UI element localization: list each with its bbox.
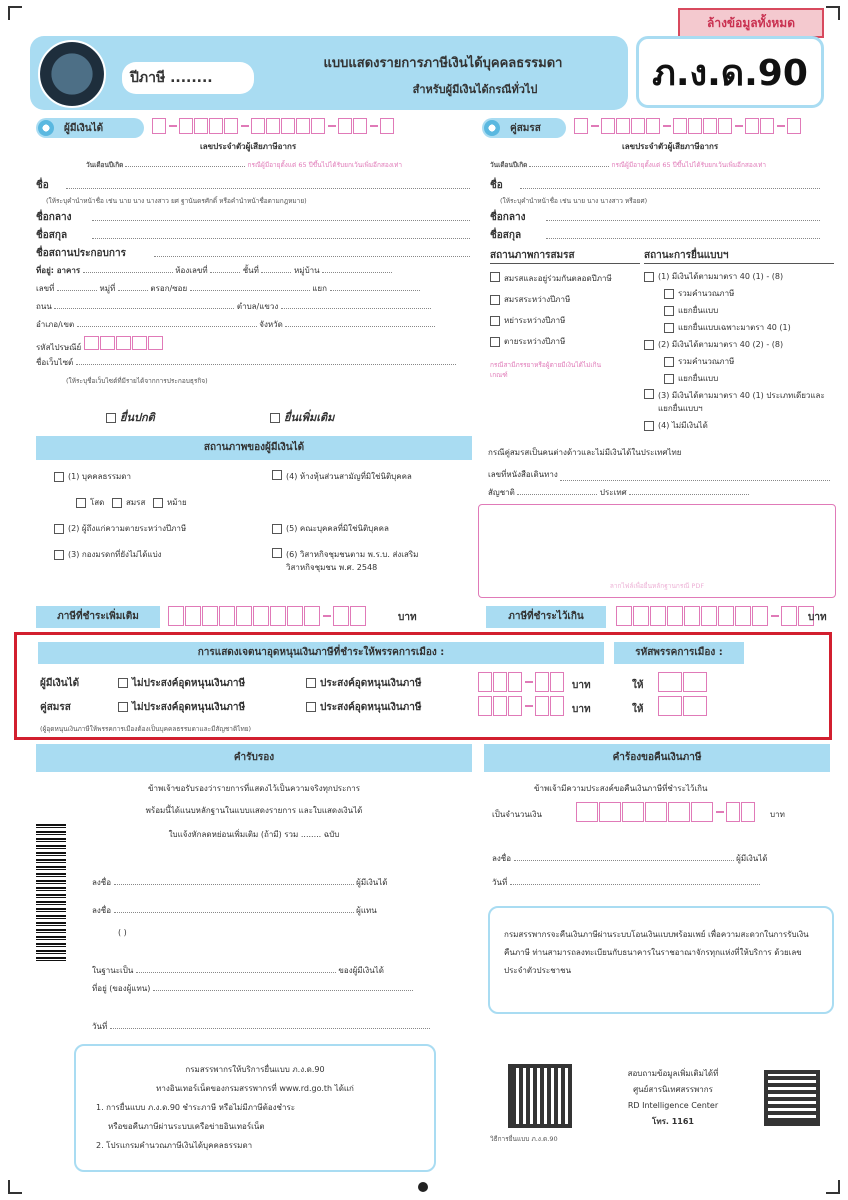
filing-option[interactable]: (1) มีเงินได้ตามมาตรา 40 (1) - (8) xyxy=(644,270,834,283)
filing-option[interactable]: แยกยื่นแบบ xyxy=(644,372,834,385)
moo-label: หมู่ที่ xyxy=(99,284,116,293)
spouse-name-label: ชื่อ xyxy=(490,180,503,191)
business-label: ชื่อสถานประกอบการ xyxy=(36,248,126,259)
spouse-middle-name-input[interactable] xyxy=(546,220,820,221)
province-label: จังหวัด xyxy=(259,320,283,329)
donation-spouse-yes[interactable]: ประสงค์อุดหนุนเงินภาษี xyxy=(306,700,421,715)
cert-sign2-label: ลงชื่อ xyxy=(92,906,112,915)
corner-mark xyxy=(8,1180,22,1194)
cert-agent-address-input[interactable] xyxy=(153,990,413,991)
name-label: ชื่อ xyxy=(36,180,49,191)
form-subtitle: สำหรับผู้มีเงินได้กรณีทั่วไป xyxy=(412,83,538,96)
spouse-surname-input[interactable] xyxy=(546,238,820,239)
birthdate-label: วันเดือนปีเกิด xyxy=(86,161,124,169)
attachment-note: ลากไฟล์เพื่อยื่นหลักฐานกรณี PDF xyxy=(609,582,705,590)
website-note: (ให้ระบุชื่อเว็บไซต์ที่มีรายได้จากการประกอบธุรกิจ) xyxy=(66,377,208,385)
status-sub-single[interactable]: โสด xyxy=(76,498,104,507)
status-option-5[interactable]: (5) คณะบุคคลที่มิใช่นิติบุคคล xyxy=(272,522,389,535)
donation-note: (ผู้อุดหนุนเงินภาษีให้พรรคการเมืองต้องเป็นบุคคลธรรมดาและมีสัญชาติไทย) xyxy=(40,725,252,733)
refund-taxpayer-label: ผู้มีเงินได้ xyxy=(736,854,768,863)
filing-option[interactable]: รวมคำนวณภาษี xyxy=(644,355,834,368)
village-label: หมู่บ้าน xyxy=(294,266,320,275)
birthdate-note: กรณีผู้มีอายุตั้งแต่ 65 ปีขึ้นไปได้รับยกเว้นเพิ่มอีกสองเท่า xyxy=(247,161,403,169)
additional-filing-checkbox[interactable] xyxy=(270,413,280,423)
donation-taxpayer-amount[interactable] xyxy=(478,672,565,692)
contact-line2: ศูนย์สารนิเทศสรรพากร xyxy=(633,1085,713,1094)
refund-sign-input[interactable] xyxy=(514,860,734,861)
additional-filing-option[interactable]: ยื่นเพิ่มเติม xyxy=(270,408,334,426)
bullet-icon xyxy=(38,120,54,136)
subdistrict-label: ตำบล/แขวง xyxy=(236,302,279,311)
cert-of-taxpayer-label: ของผู้มีเงินได้ xyxy=(338,966,384,975)
donation-taxpayer-no[interactable]: ไม่ประสงค์อุดหนุนเงินภาษี xyxy=(118,676,245,691)
status-option-3[interactable]: (3) กองมรดกที่ยังไม่ได้แบ่ง xyxy=(54,548,162,561)
e-filing-item2: 2. โปรแกรมคำนวณภาษีเงินได้บุคคลธรรมดา xyxy=(96,1141,253,1150)
marital-note: กรณีสามีภรรยาหรือผู้ตายมีเงินได้ไม่เกินเกณฑ์ xyxy=(490,361,602,379)
refund-amount-input[interactable] xyxy=(576,802,756,822)
header-banner xyxy=(30,36,628,110)
qr-code-icon[interactable] xyxy=(508,1064,572,1128)
filing-option[interactable]: (2) มีเงินได้ตามมาตรา 40 (2) - (8) xyxy=(644,338,834,351)
cert-capacity-label: ในฐานะเป็น xyxy=(92,966,134,975)
marital-option[interactable]: ตายระหว่างปีภาษี xyxy=(490,335,640,348)
status-option-4[interactable]: (4) ห้างหุ้นส่วนสามัญที่มิใช่นิติบุคคล xyxy=(272,470,446,483)
refund-date-input[interactable] xyxy=(510,884,760,885)
cert-agent-name[interactable]: ( ) xyxy=(118,928,127,937)
certification-line1: ข้าพเจ้าขอรับรองว่ารายการที่แสดงไว้เป็นความจริงทุกประการ xyxy=(147,784,361,793)
website-label: ชื่อเว็บไซต์ xyxy=(36,358,74,367)
filing-status-group xyxy=(644,248,834,432)
e-filing-line2: ทางอินเทอร์เน็ตของกรมสรรพากรที่ www.rd.go.th ได้แก่ xyxy=(156,1084,354,1093)
marital-status-title: สถานภาพการสมรส xyxy=(490,248,640,264)
room-label: ห้องเลขที่ xyxy=(175,266,208,275)
road-label: ถนน xyxy=(36,302,52,311)
donation-title: การแสดงเจตนาอุดหนุนเงินภาษีที่ชำระให้พรรคการเมือง : xyxy=(38,642,604,664)
spouse-details xyxy=(490,152,830,252)
country-input[interactable] xyxy=(629,494,749,495)
address-label: ที่อยู่: อาคาร xyxy=(36,266,81,275)
certification-line3: ใบแจ้งหักลดหย่อนเพิ่มเติม (ถ้ามี) รวม ........ ฉบับ xyxy=(168,830,340,839)
house-no-label: เลขที่ xyxy=(36,284,55,293)
marital-option[interactable]: สมรสและอยู่ร่วมกันตลอดปีภาษี xyxy=(490,272,640,285)
refund-amount-label: เป็นจำนวนเงิน xyxy=(492,810,542,819)
overpaid-tax-unit: บาท xyxy=(808,612,827,623)
status-option-6[interactable]: (6) วิสาหกิจชุมชนตาม พ.ร.บ. ส่งเสริมวิสาหกิจชุมชน พ.ศ. 2548 xyxy=(272,548,446,574)
marital-option[interactable]: หย่าระหว่างปีภาษี xyxy=(490,314,640,327)
filing-option[interactable]: แยกยื่นแบบเฉพาะมาตรา 40 (1) xyxy=(644,321,834,334)
extra-tax-unit: บาท xyxy=(398,612,417,623)
name-input[interactable] xyxy=(66,188,470,189)
donation-spouse-label: คู่สมรส xyxy=(40,702,71,713)
tax-year-field[interactable]: ปีภาษี ........ xyxy=(122,62,254,94)
cert-agent-label: ผู้แทน xyxy=(356,906,377,915)
overpaid-tax-label: ภาษีที่ชำระไว้เกิน xyxy=(486,606,606,628)
cert-date-label: วันที่ xyxy=(92,1022,108,1031)
donation-taxpayer-to: ให้ xyxy=(632,680,644,691)
birthdate-input[interactable] xyxy=(125,166,245,167)
filing-status-title: สถานะการยื่นแบบฯ xyxy=(644,248,834,264)
passport-input[interactable] xyxy=(560,480,830,481)
form-code: ภ.ง.ด.90 xyxy=(636,36,824,108)
donation-spouse-unit: บาท xyxy=(572,704,591,715)
surname-input[interactable] xyxy=(92,238,470,239)
refund-date-label: วันที่ xyxy=(492,878,508,887)
e-filing-line1: กรมสรรพากรให้บริการยื่นแบบ ภ.ง.ด.90 xyxy=(185,1065,325,1074)
spouse-id-input[interactable] xyxy=(574,118,802,134)
country-label: ประเทศ xyxy=(599,488,627,497)
refund-title: คำร้องขอคืนเงินภาษี xyxy=(484,744,830,772)
filing-option[interactable]: (4) ไม่มีเงินได้ xyxy=(644,419,834,432)
status-option-1[interactable]: (1) บุคคลธรรมดา xyxy=(54,470,131,483)
spouse-birthdate-note: กรณีผู้มีอายุตั้งแต่ 65 ปีขึ้นไปได้รับยกเว้นเพิ่มอีกสองเท่า xyxy=(611,161,767,169)
revenue-department-seal xyxy=(38,40,106,108)
status-sub-married[interactable]: สมรส xyxy=(112,498,145,507)
form-title: แบบแสดงรายการภาษีเงินได้บุคคลธรรมดา xyxy=(323,56,563,71)
corner-mark xyxy=(8,6,22,20)
certification-title: คำรับรอง xyxy=(36,744,472,772)
e-filing-item1b: หรือขอคืนภาษีผ่านระบบเครือข่ายอินเทอร์เน็ต xyxy=(108,1122,265,1131)
website-input[interactable] xyxy=(76,364,456,365)
spouse-surname-label: ชื่อสกุล xyxy=(490,230,522,241)
extra-tax-label: ภาษีที่ชำระเพิ่มเติม xyxy=(36,606,160,628)
spouse-section-label: คู่สมรส xyxy=(510,122,541,134)
middle-name-input[interactable] xyxy=(92,220,470,221)
business-input[interactable] xyxy=(154,256,470,257)
corner-mark xyxy=(826,1180,840,1194)
reset-all-button[interactable]: ล้างข้อมูลทั้งหมด xyxy=(678,8,824,38)
overpaid-tax-input[interactable] xyxy=(616,606,815,626)
cert-taxpayer-label: ผู้มีเงินได้ xyxy=(356,878,388,887)
status-panel-title: สถานภาพของผู้มีเงินได้ xyxy=(36,436,472,460)
bullet-icon xyxy=(484,120,500,136)
postcode-label: รหัสไปรษณีย์ xyxy=(36,343,82,352)
donation-taxpayer-yes[interactable]: ประสงค์อุดหนุนเงินภาษี xyxy=(306,676,421,691)
contact-info xyxy=(598,1066,748,1130)
contact-line3: RD Intelligence Center xyxy=(627,1101,719,1110)
cert-sign1-label: ลงชื่อ xyxy=(92,878,112,887)
cert-agent-address-label: ที่อยู่ (ของผู้แทน) xyxy=(92,984,151,993)
donation-taxpayer-unit: บาท xyxy=(572,680,591,691)
spouse-name-note: (ให้ระบุคำนำหน้าชื่อ เช่น นาย นาง นางสาว หรือยศ) xyxy=(500,197,648,205)
donation-spouse-no[interactable]: ไม่ประสงค์อุดหนุนเงินภาษี xyxy=(118,700,245,715)
spouse-middle-name-label: ชื่อกลาง xyxy=(490,212,526,223)
e-filing-info-box xyxy=(74,1044,436,1172)
surname-label: ชื่อสกุล xyxy=(36,230,68,241)
marital-status-group xyxy=(490,248,640,380)
cert-sign1-input[interactable] xyxy=(114,884,354,885)
certification-line2: พร้อมนี้ได้แนบหลักฐานในแบบแสดงรายการ และใบแสดงเงินได้ xyxy=(145,806,363,815)
nationality-input[interactable] xyxy=(517,494,597,495)
filing-option[interactable]: แยกยื่นแบบ xyxy=(644,304,834,317)
contact-line4: โทร. 1161 xyxy=(652,1117,694,1126)
yaek-label: แยก xyxy=(312,284,327,293)
refund-sign-label: ลงชื่อ xyxy=(492,854,512,863)
filing-option[interactable]: (3) มีเงินได้ตามมาตรา 40 (1) ประเภทเดียวและแยกยื่นแบบฯ xyxy=(644,389,834,415)
registration-dot xyxy=(418,1182,428,1192)
donation-spouse-party-code[interactable] xyxy=(658,696,708,716)
donation-taxpayer-party-code[interactable] xyxy=(658,672,708,692)
refund-amount-unit: บาท xyxy=(770,810,785,819)
marital-option[interactable]: สมรสระหว่างปีภาษี xyxy=(490,293,640,306)
passport-label: เลขที่หนังสือเดินทาง xyxy=(488,470,558,479)
normal-filing-option[interactable]: ยื่นปกติ xyxy=(106,408,155,426)
barcode xyxy=(36,824,66,964)
district-label: อำเภอ/เขต xyxy=(36,320,75,329)
extra-tax-input[interactable] xyxy=(168,606,367,626)
soi-label: ตรอก/ซอย xyxy=(150,284,188,293)
nationality-label: สัญชาติ xyxy=(488,488,515,497)
spouse-birthdate-label: วันเดือนปีเกิด xyxy=(490,161,528,169)
cert-sign2-input[interactable] xyxy=(114,912,354,913)
taxpayer-details xyxy=(36,152,472,402)
spouse-id-caption: เลขประจำตัวผู้เสียภาษีอากร xyxy=(622,142,719,151)
attachment-dropzone[interactable] xyxy=(478,504,836,598)
middle-name-label: ชื่อกลาง xyxy=(36,212,72,223)
donation-taxpayer-label: ผู้มีเงินได้ xyxy=(40,678,80,689)
status-sub-widowed[interactable]: หม้าย xyxy=(153,498,187,507)
floor-label: ชั้นที่ xyxy=(242,266,259,275)
party-code-title: รหัสพรรคการเมือง : xyxy=(614,642,744,664)
cert-capacity-input[interactable] xyxy=(136,972,336,973)
taxpayer-section-label: ผู้มีเงินได้ xyxy=(64,122,104,134)
filing-option[interactable]: รวมคำนวณภาษี xyxy=(644,287,834,300)
contact-line1: สอบถามข้อมูลเพิ่มเติมได้ที่ xyxy=(627,1069,719,1078)
spouse-name-input[interactable] xyxy=(520,188,820,189)
taxpayer-id-caption: เลขประจำตัวผู้เสียภาษีอากร xyxy=(200,142,297,151)
normal-filing-checkbox[interactable] xyxy=(106,413,116,423)
status-sub-options xyxy=(76,496,187,509)
name-note: (ให้ระบุคำนำหน้าชื่อ เช่น นาย นาง นางสาว ยศ ฐานันดรศักดิ์ หรือคำนำหน้าชื่อตามกฎหมาย) xyxy=(46,197,307,205)
status-option-2[interactable]: (2) ผู้ถึงแก่ความตายระหว่างปีภาษี xyxy=(54,522,186,535)
refund-info-box: กรมสรรพากรจะคืนเงินภาษีผ่านระบบโอนเงินแบบพร้อมเพย์ เพื่อความสะดวกในการรับเงินคืนภาษี ท่านสามารถลงทะเบียนกับธนาคารในราชอาณาจักรทุกแห่งที่ให้บริการ ด้วยเลขประจำตัวประชาชน xyxy=(488,906,834,1014)
corner-mark xyxy=(826,6,840,20)
foreign-spouse-note: กรณีคู่สมรสเป็นคนต่างด้าวและไม่มีเงินได้ในประเทศไทย xyxy=(488,448,682,457)
e-filing-item1: 1. การยื่นแบบ ภ.ง.ด.90 ชำระภาษี หรือไม่มีภาษีต้องชำระ xyxy=(96,1103,296,1112)
qr-caption: วิธีการยื่นแบบ ภ.ง.ด.90 xyxy=(490,1135,558,1143)
taxpayer-id-input[interactable] xyxy=(152,118,395,134)
cert-date-input[interactable] xyxy=(110,1028,430,1029)
donation-spouse-to: ให้ xyxy=(632,704,644,715)
qr-code-icon[interactable] xyxy=(764,1070,820,1126)
refund-line1: ข้าพเจ้ามีความประสงค์ขอคืนเงินภาษีที่ชำระไว้เกิน xyxy=(534,784,708,793)
postcode-input[interactable] xyxy=(84,336,164,350)
donation-spouse-amount[interactable] xyxy=(478,696,565,716)
